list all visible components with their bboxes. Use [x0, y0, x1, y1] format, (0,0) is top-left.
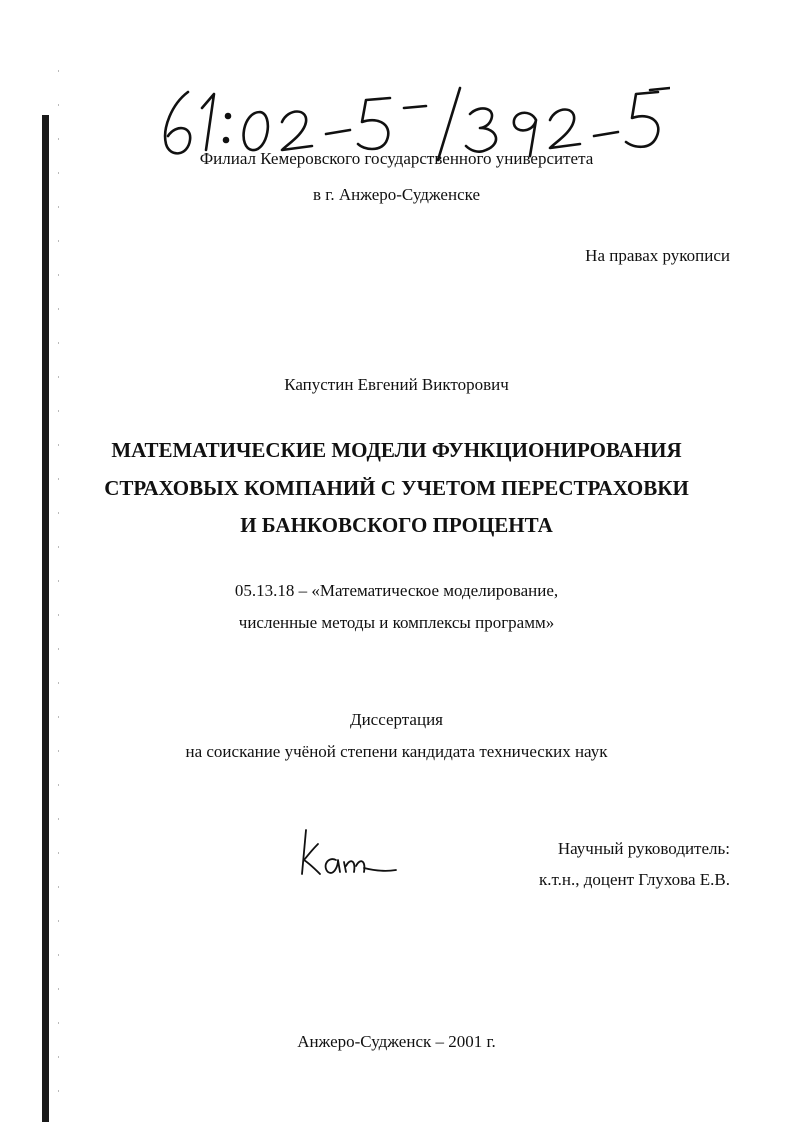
- title-line-2: СТРАХОВЫХ КОМПАНИЙ С УЧЕТОМ ПЕРЕСТРАХОВКИ: [104, 476, 689, 500]
- institution-line-2: в г. Анжеро-Судженске: [312, 185, 481, 204]
- dissertation-label: Диссертация: [349, 710, 443, 729]
- supervisor-label: Научный руководитель:: [557, 839, 730, 858]
- place-and-year: Анжеро-Судженск – 2001 г.: [297, 1032, 496, 1051]
- institution-line-1: Филиал Кемеровского государственного университета: [199, 149, 594, 168]
- title-line-3: И БАНКОВСКОГО ПРОЦЕНТА: [240, 513, 553, 537]
- specialty-line-1: 05.13.18 – «Математическое моделирование,: [234, 581, 559, 600]
- title-line-1: МАТЕМАТИЧЕСКИЕ МОДЕЛИ ФУНКЦИОНИРОВАНИЯ: [111, 438, 682, 462]
- author-name: Капустин Евгений Викторович: [284, 375, 509, 394]
- degree-description: на соискание учёной степени кандидата технических наук: [185, 742, 608, 761]
- specialty-line-2: численные методы и комплексы программ»: [238, 613, 555, 632]
- rights-note: На правах рукописи: [585, 246, 730, 265]
- handwritten-signature: [292, 822, 402, 882]
- supervisor-name: к.т.н., доцент Глухова Е.В.: [538, 870, 730, 889]
